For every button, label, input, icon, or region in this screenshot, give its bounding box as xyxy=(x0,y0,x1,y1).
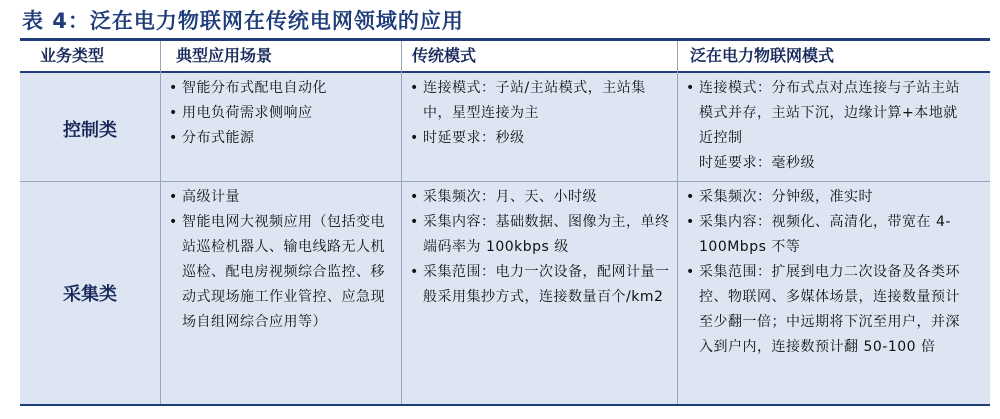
list-item: • 智能分布式配电自动化 xyxy=(168,76,396,101)
list-item: • 采集频次：月、天、小时级 xyxy=(409,185,671,210)
table-title: 表 4：泛在电力物联网在传统电网领域的应用 xyxy=(22,9,464,33)
list-item: • 连接模式：子站/主站模式，主站集中，星型连接为主 xyxy=(409,76,671,126)
list-item: • 连接模式：分布式点对点连接与子站主站模式并存，主站下沉，边缘计算+本地就近控制 xyxy=(685,76,969,151)
header-cell-ubiquitous: 泛在电力物联网模式 xyxy=(690,46,835,65)
header-cell-scenario: 典型应用场景 xyxy=(176,46,273,65)
list-item: • 用电负荷需求侧响应 xyxy=(168,101,396,126)
column-separator xyxy=(401,41,402,404)
scenario-list-collection xyxy=(168,185,396,335)
list-item: • 时延要求：秒级 xyxy=(409,126,671,151)
top-rule xyxy=(20,38,990,41)
ubiquitous-list-control xyxy=(685,76,969,176)
list-item: • 采集内容：基础数据、图像为主，单终端码率为 100kbps 级 xyxy=(409,210,671,260)
row-label-collection: 采集类 xyxy=(63,284,117,305)
list-item: • 智能电网大视频应用（包括变电站巡检机器人、输电线路无人机巡检、配电房视频综合监控、移动式现场施工作业管控、应急现场自组网综合应用等） xyxy=(168,210,396,335)
column-separator xyxy=(160,41,161,404)
traditional-list-collection xyxy=(409,185,671,310)
bottom-rule xyxy=(20,404,990,406)
header-cell-type: 业务类型 xyxy=(40,46,105,65)
traditional-list-control xyxy=(409,76,671,151)
row-separator xyxy=(20,181,990,182)
list-item: • 采集频次：分钟级，准实时 xyxy=(685,185,969,210)
column-separator xyxy=(677,41,678,404)
list-item: • 高级计量 xyxy=(168,185,396,210)
list-item: • 采集范围：扩展到电力二次设备及各类环控、物联网、多媒体场景，连接数量预计至少翻一倍；中远期将下沉至用户，并深入到户内，连接数预计翻 50-100 倍 xyxy=(685,260,969,360)
scenario-list-control xyxy=(168,76,396,151)
list-item: • 分布式能源 xyxy=(168,126,396,151)
row-label-control: 控制类 xyxy=(63,120,117,141)
list-item: 时延要求：毫秒级 xyxy=(699,155,815,171)
list-item: • 采集范围：电力一次设备，配网计量一般采用集抄方式，连接数量百个/km2 xyxy=(409,260,671,310)
list-item: • 采集内容：视频化、高清化，带宽在 4-100Mbps 不等 xyxy=(685,210,969,260)
header-cell-traditional: 传统模式 xyxy=(412,46,477,65)
ubiquitous-list-collection xyxy=(685,185,969,360)
